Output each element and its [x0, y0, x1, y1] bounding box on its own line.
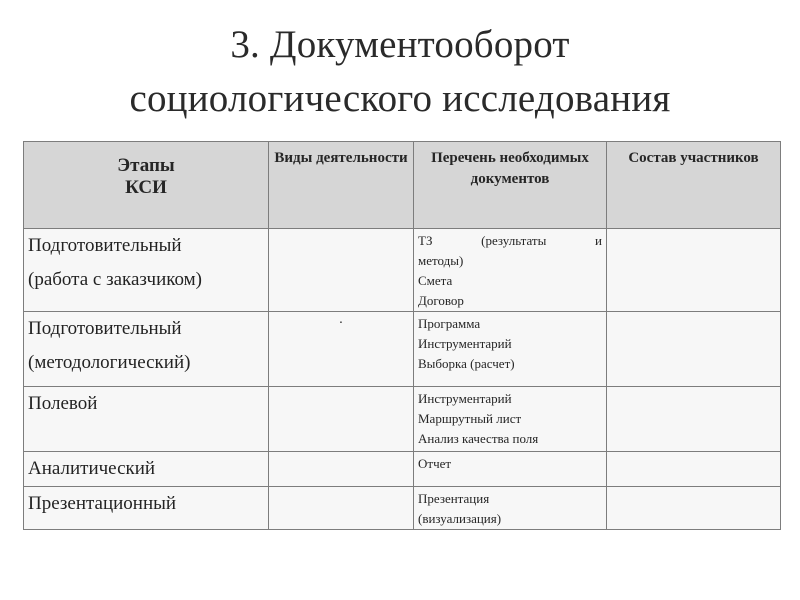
document-item: Инструментарий: [418, 336, 512, 351]
documents-cell: [414, 452, 607, 487]
documents-cell: [414, 387, 607, 452]
table-header-row: [24, 142, 781, 229]
document-item: Инструментарий: [418, 391, 512, 406]
header-documents: Перечень необходимых документов: [414, 142, 607, 229]
stage-name: Подготовительный: [28, 235, 182, 256]
documents-cell: [414, 229, 607, 312]
participants-cell: [607, 387, 781, 452]
table-row: [24, 229, 781, 312]
stage-name: Презентационный: [28, 493, 177, 514]
document-item: Анализ качества поля: [418, 431, 539, 446]
document-item: методы): [418, 253, 464, 268]
activity-cell: [269, 487, 414, 530]
slide-title: [0, 18, 800, 126]
table-row: [24, 452, 781, 487]
document-item: Смета: [418, 273, 453, 288]
activity-cell: ·: [269, 312, 414, 387]
document-item: Презентация: [418, 491, 490, 506]
stage-subtitle: (работа с заказчиком): [28, 269, 202, 290]
table-row: [24, 387, 781, 452]
participants-cell: [607, 487, 781, 530]
title-line-1: 3. Документооборот: [230, 23, 570, 66]
stage-cell: [24, 452, 269, 487]
document-item: Отчет: [418, 456, 452, 471]
documents-cell: [414, 487, 607, 530]
document-item: Маршрутный лист: [418, 411, 522, 426]
stage-name: Аналитический: [28, 458, 156, 479]
stage-cell: [24, 487, 269, 530]
activity-cell: [269, 387, 414, 452]
stage-cell: [24, 229, 269, 312]
title-line-2: социологического исследования: [129, 77, 671, 120]
activity-cell: [269, 229, 414, 312]
participants-cell: [607, 312, 781, 387]
document-item: ТЗ (результаты и: [418, 233, 602, 248]
header-stages-line2: КСИ: [125, 177, 167, 198]
documents-cell: [414, 312, 607, 387]
document-item: Выборка (расчет): [418, 356, 515, 371]
participants-cell: [607, 229, 781, 312]
stage-name: Подготовительный: [28, 318, 182, 339]
header-participants: Состав участников: [607, 142, 781, 229]
stage-subtitle: (методологический): [28, 352, 191, 373]
activity-cell: [269, 452, 414, 487]
header-stages-line1: Этапы: [117, 155, 175, 176]
document-item: Договор: [418, 293, 464, 308]
table-row: [24, 487, 781, 530]
header-stages: [24, 142, 269, 229]
participants-cell: [607, 452, 781, 487]
document-item: (визуализация): [418, 511, 502, 526]
table-row: [24, 312, 781, 387]
document-flow-table: [23, 141, 781, 530]
stage-name: Полевой: [28, 393, 98, 414]
stage-cell: [24, 387, 269, 452]
document-item: Программа: [418, 316, 481, 331]
header-activities: Виды деятельности: [269, 142, 414, 229]
stage-cell: [24, 312, 269, 387]
